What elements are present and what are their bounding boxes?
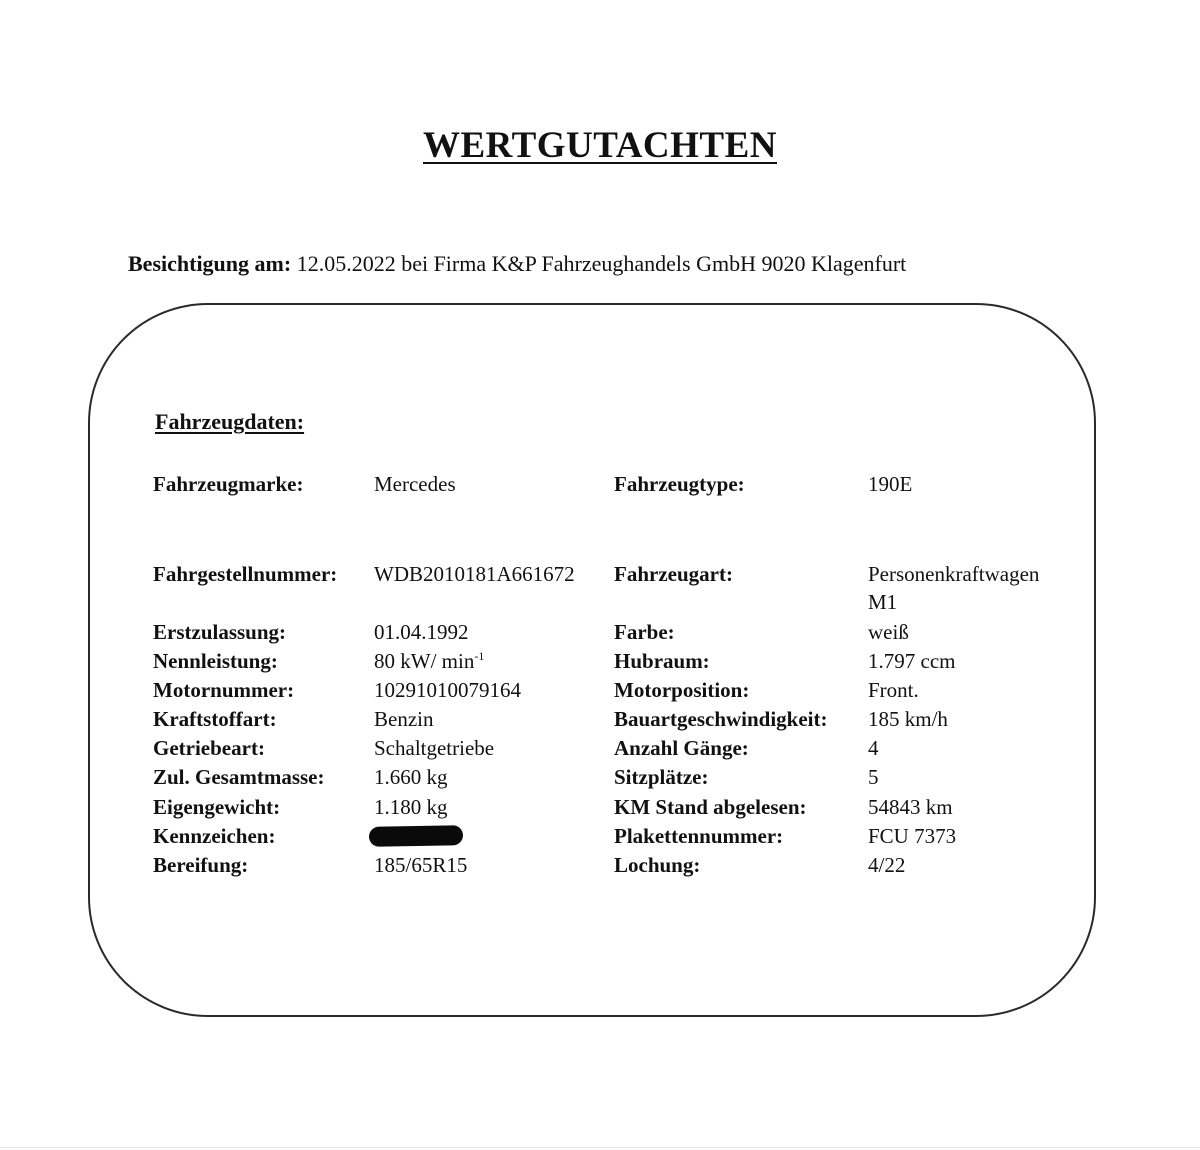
seats-label: Sitzplätze: <box>614 765 709 789</box>
first-registration-label: Erstzulassung: <box>153 620 287 644</box>
inspection-text: 12.05.2022 bei Firma K&P Fahrzeughandels GmbH 9020 Klagenfurt <box>296 251 907 276</box>
bolt-pattern-value: 4/22 <box>868 853 906 877</box>
engine-position-label: Motorposition: <box>614 678 750 702</box>
gears-label: Anzahl Gänge: <box>614 736 749 760</box>
sticker-value: FCU 7373 <box>868 824 957 848</box>
vin-label: Fahrgestellnummer: <box>153 562 338 586</box>
fuel-value: Benzin <box>374 707 434 731</box>
first-registration-value: 01.04.1992 <box>374 620 469 644</box>
gearbox-value: Schaltgetriebe <box>374 736 495 760</box>
bolt-pattern-label: Lochung: <box>614 853 701 877</box>
inspection-label: Besichtigung am: <box>128 251 292 276</box>
page-title-text: WERTGUTACHTEN <box>422 125 777 166</box>
engine-number-value: 10291010079164 <box>374 678 521 702</box>
inspection-line <box>128 250 906 278</box>
tyres-label: Bereifung: <box>153 853 249 877</box>
type-label: Fahrzeugtype: <box>614 472 745 496</box>
section-heading: Fahrzeugdaten: <box>155 409 305 434</box>
page-title <box>0 124 1200 168</box>
gearbox-label: Getriebeart: <box>153 736 265 760</box>
top-speed-value: 185 km/h <box>868 707 948 731</box>
brand-label: Fahrzeugmarke: <box>153 472 304 496</box>
plate-redaction-mark <box>369 825 463 847</box>
type-value: 190E <box>868 472 913 496</box>
color-label: Farbe: <box>614 620 675 644</box>
engine-position-value: Front. <box>868 678 919 702</box>
power-label: Nennleistung: <box>153 649 278 673</box>
displacement-value: 1.797 ccm <box>868 649 956 673</box>
vin-value: WDB2010181A661672 <box>374 562 575 586</box>
category-value-line1: Personenkraftwagen <box>868 562 1040 586</box>
power-value-text: 80 kW/ min <box>374 649 475 673</box>
top-speed-label: Bauartgeschwindigkeit: <box>614 707 828 731</box>
odometer-label: KM Stand abgelesen: <box>614 795 807 819</box>
plate-label: Kennzeichen: <box>153 824 276 848</box>
power-exponent: -1 <box>474 649 485 663</box>
fuel-label: Kraftstoffart: <box>153 707 277 731</box>
engine-number-label: Motornummer: <box>153 678 295 702</box>
category-value-line2: M1 <box>868 590 898 614</box>
brand-value: Mercedes <box>374 472 456 496</box>
bottom-divider <box>0 1147 1200 1148</box>
seats-value: 5 <box>868 765 879 789</box>
curb-weight-label: Eigengewicht: <box>153 795 281 819</box>
category-label: Fahrzeugart: <box>614 562 733 586</box>
odometer-value: 54843 km <box>868 795 953 819</box>
displacement-label: Hubraum: <box>614 649 710 673</box>
curb-weight-value: 1.180 kg <box>374 795 448 819</box>
power-value <box>374 647 484 676</box>
gears-value: 4 <box>868 736 879 760</box>
color-value: weiß <box>868 620 909 644</box>
gross-mass-value: 1.660 kg <box>374 765 448 789</box>
gross-mass-label: Zul. Gesamtmasse: <box>153 765 325 789</box>
sticker-label: Plakettennummer: <box>614 824 784 848</box>
tyres-value: 185/65R15 <box>374 853 468 877</box>
